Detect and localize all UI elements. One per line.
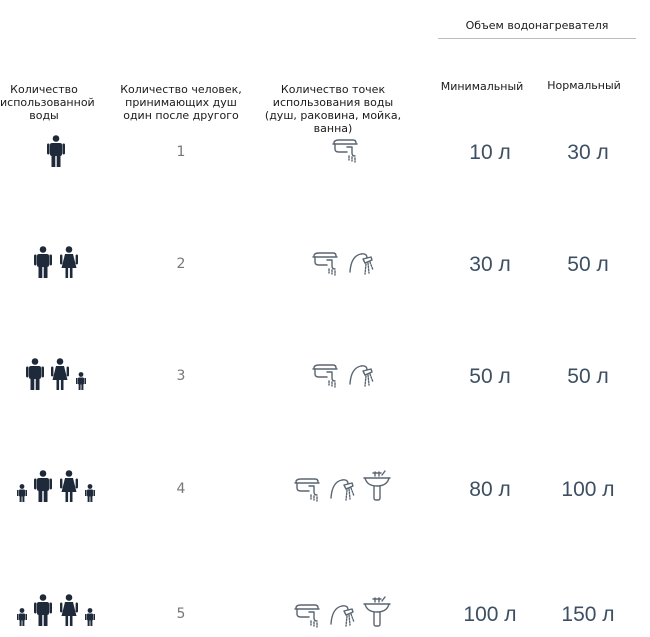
minimal-header: Минимальный [440, 80, 524, 93]
persons-header: Количество человек, принимающих душ один после другого [120, 83, 242, 122]
persons-count: 3 [176, 368, 186, 384]
man-icon [34, 246, 52, 278]
minimal-volume: 10 л [469, 141, 511, 164]
people-group-3 [0, 358, 112, 390]
points-group-3 [288, 364, 398, 388]
minimal-volume: 80 л [469, 478, 511, 501]
woman-icon [51, 358, 69, 390]
people-group-2 [0, 246, 112, 278]
faucet-icon [331, 139, 359, 163]
people-group-5 [0, 594, 112, 626]
faucet-icon [293, 604, 321, 628]
shower-icon [328, 604, 356, 628]
shower-icon [347, 364, 375, 388]
minimal-volume: 100 л [463, 603, 517, 626]
man-icon [34, 470, 52, 502]
people-group-1 [0, 135, 112, 167]
normal-header: Нормальный [547, 79, 621, 92]
points-group-2 [288, 252, 398, 276]
normal-volume: 100 л [561, 478, 615, 501]
woman-icon [60, 246, 78, 278]
child-icon [85, 484, 95, 502]
sink-icon [363, 596, 391, 628]
man-icon [34, 594, 52, 626]
faucet-icon [311, 252, 339, 276]
people-group-4 [0, 470, 112, 502]
child-icon [85, 608, 95, 626]
volume-header-divider [438, 38, 636, 39]
volume-group-header: Объем водонагревателя [465, 19, 609, 32]
normal-volume: 50 л [567, 253, 609, 276]
points-header: Количество точек использования воды (душ, раковина, мойка, ванна) [264, 83, 402, 135]
man-icon [26, 358, 44, 390]
child-icon [76, 372, 86, 390]
woman-icon [60, 470, 78, 502]
child-icon [17, 484, 27, 502]
points-group-5 [287, 596, 397, 628]
normal-volume: 30 л [567, 141, 609, 164]
sink-icon [363, 470, 391, 502]
points-group-1 [290, 139, 400, 163]
persons-count: 1 [176, 144, 186, 160]
persons-count: 2 [176, 256, 186, 272]
minimal-volume: 50 л [469, 365, 511, 388]
usage-header: Количество использованной воды [0, 83, 95, 122]
persons-count: 5 [176, 606, 186, 622]
minimal-volume: 30 л [469, 253, 511, 276]
points-group-4 [287, 470, 397, 502]
woman-icon [60, 594, 78, 626]
normal-volume: 150 л [561, 603, 615, 626]
child-icon [17, 608, 27, 626]
faucet-icon [293, 478, 321, 502]
shower-icon [328, 478, 356, 502]
man-icon [47, 135, 65, 167]
persons-count: 4 [176, 481, 186, 497]
faucet-icon [311, 364, 339, 388]
shower-icon [347, 252, 375, 276]
normal-volume: 50 л [567, 365, 609, 388]
